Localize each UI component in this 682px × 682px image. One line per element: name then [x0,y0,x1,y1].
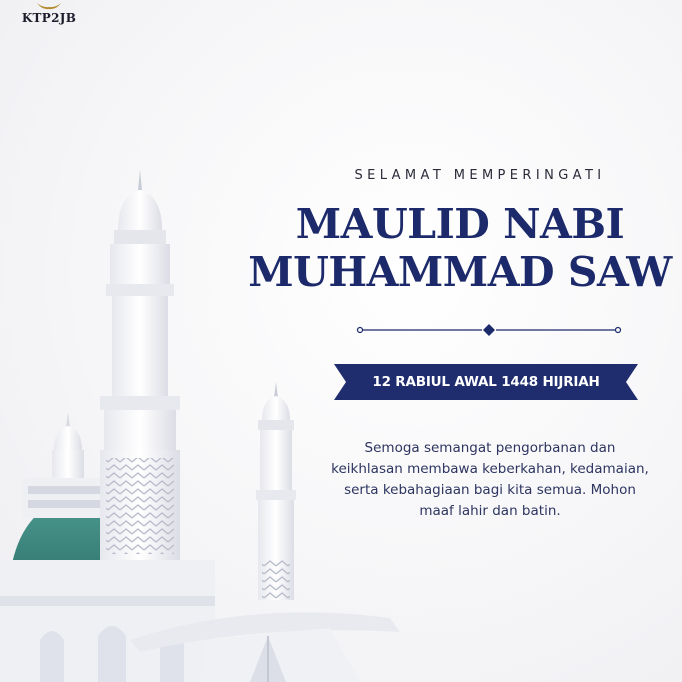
title-line-1: MAULID NABI [295,200,625,248]
page-title [240,200,680,296]
title-line-2: MUHAMMAD SAW [248,248,672,296]
ornament-divider [356,322,622,338]
logo-text: KTP2JB [21,11,77,25]
message-text: Semoga semangat pengorbanan dan keikhlasan membawa keberkahan, kedamaian, serta kebahagiaan bagi kita semua. Mohon maaf lahir dan batin. [331,440,649,519]
greeting-text: SELAMAT MEMPERINGATI [354,168,606,183]
date-ribbon [334,364,638,400]
date-text: 12 RABIUL AWAL 1448 HIJRIAH [372,374,600,390]
garuda-emblem-icon [36,2,62,10]
logo [14,2,84,25]
